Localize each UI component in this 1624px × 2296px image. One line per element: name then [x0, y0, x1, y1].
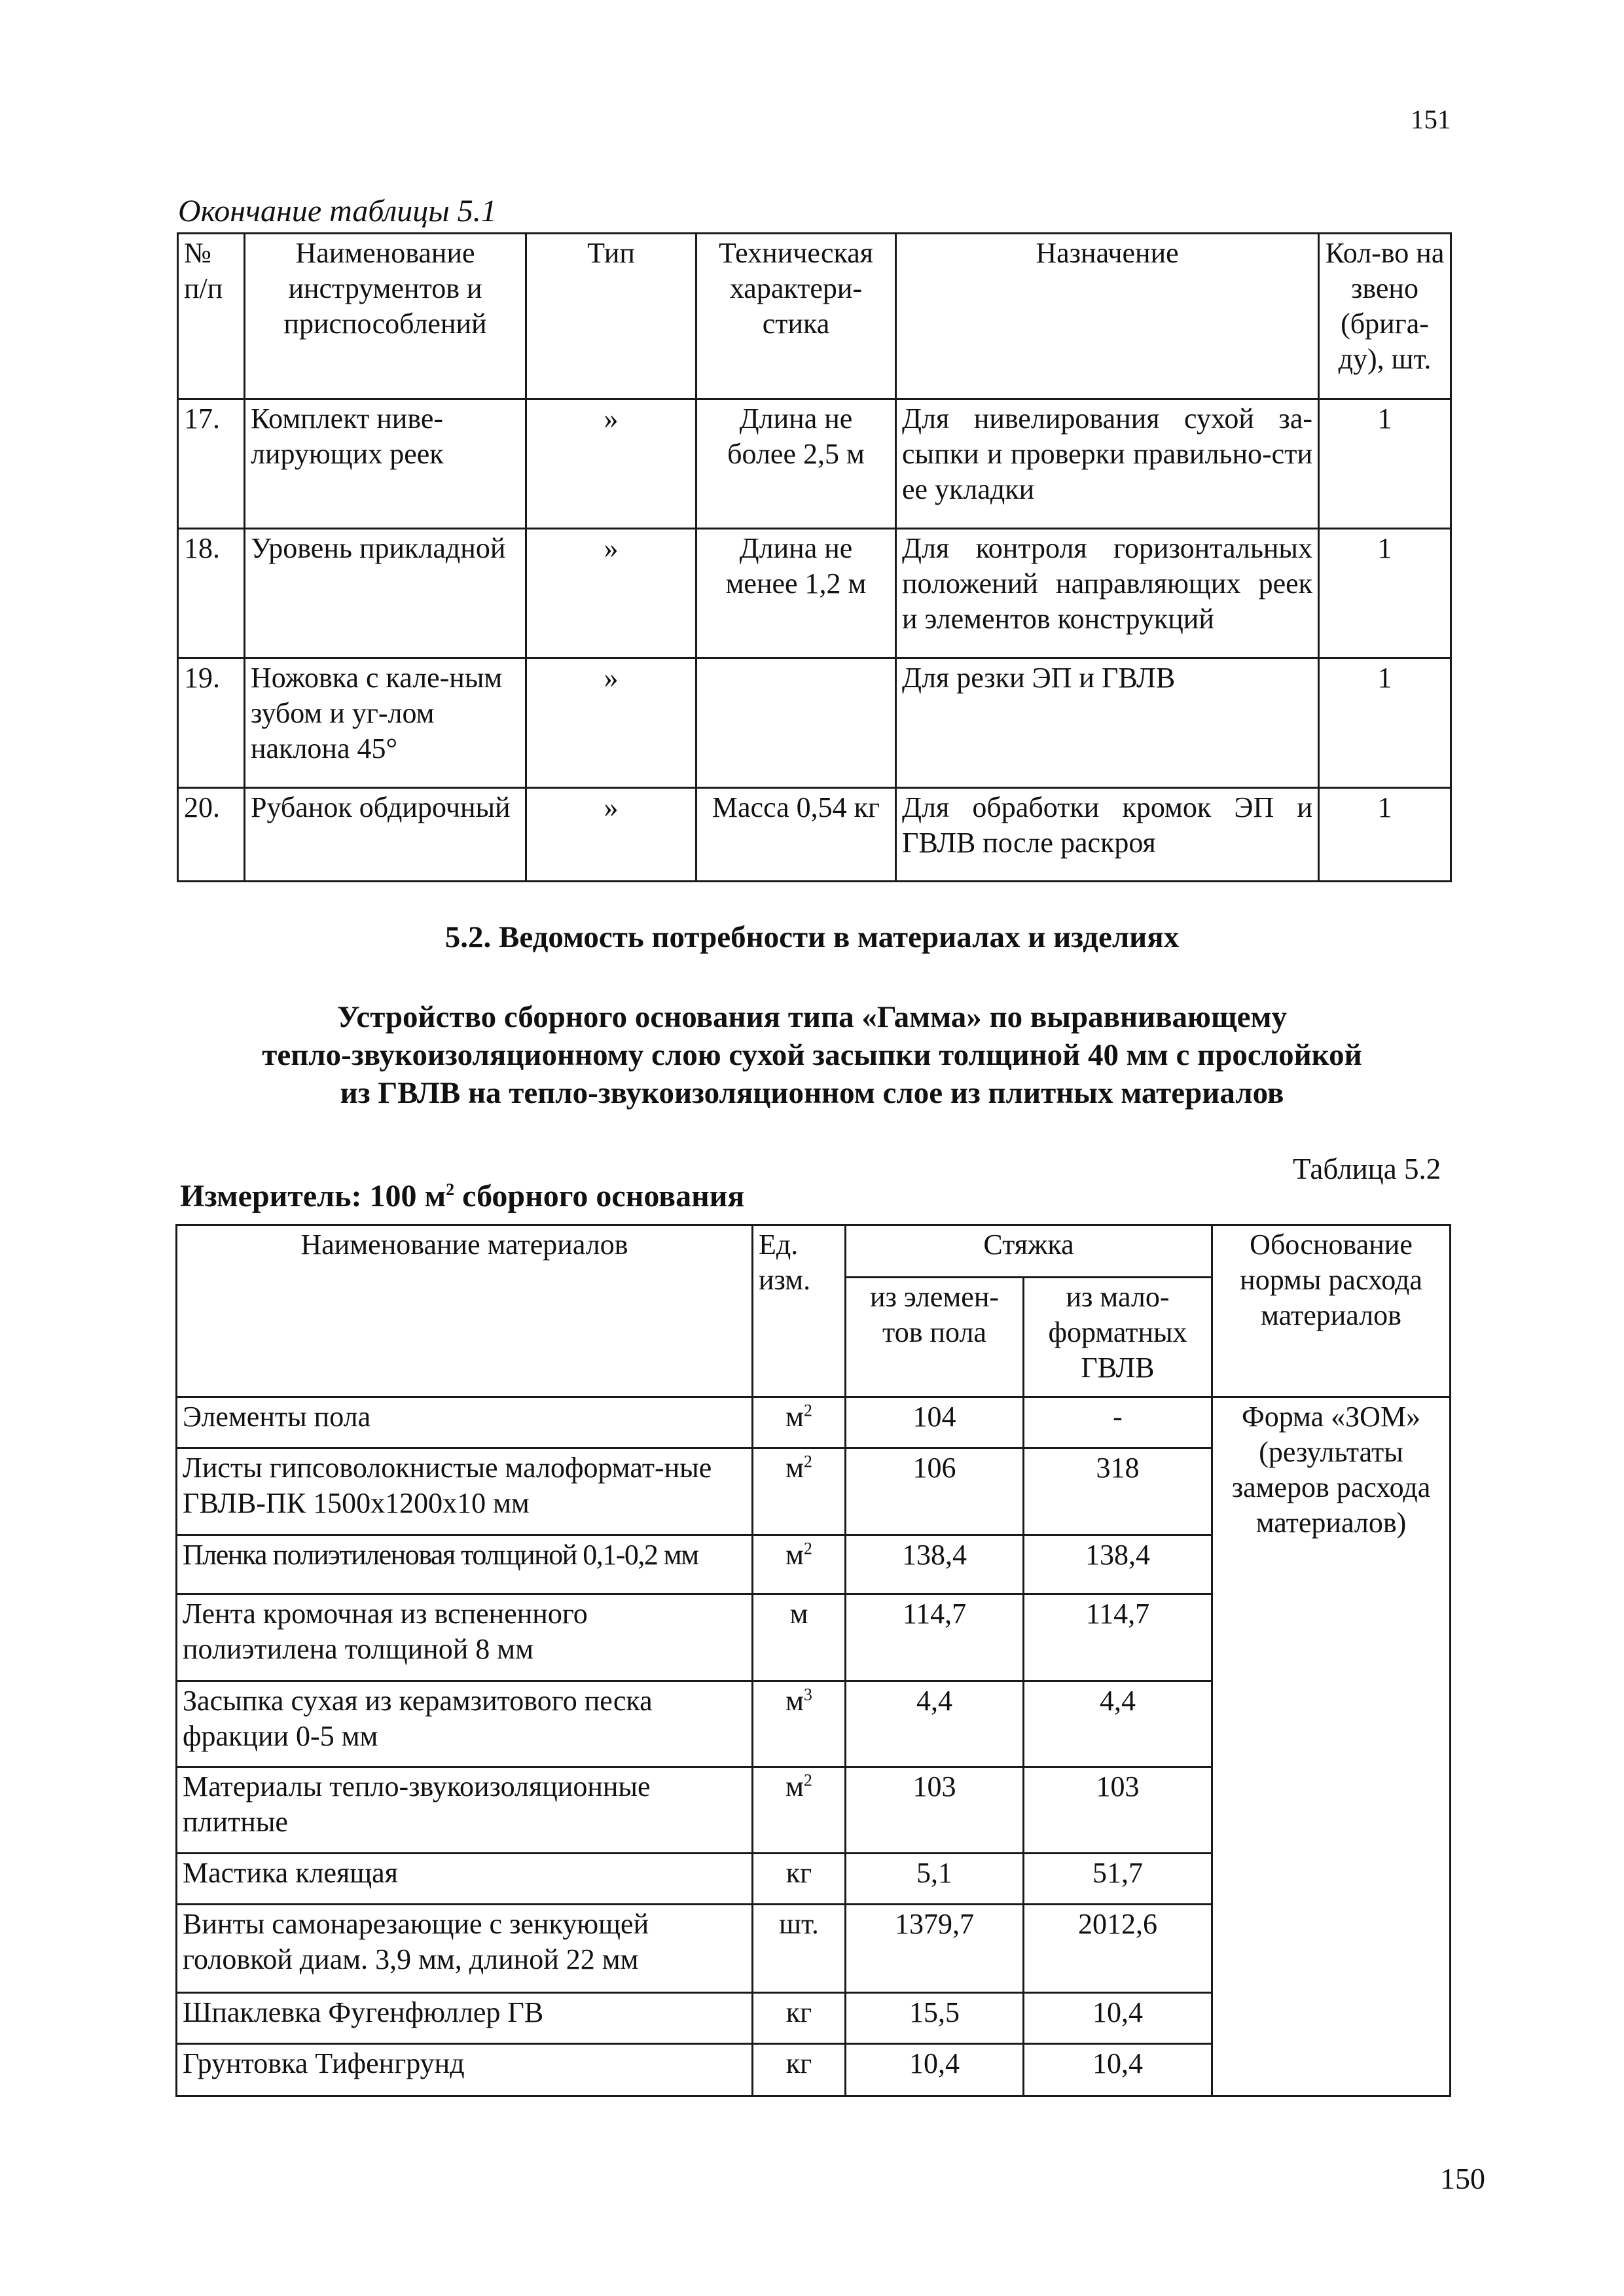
table1-caption: Окончание таблицы 5.1 [178, 194, 497, 228]
meter-sup: 2 [446, 1180, 455, 1199]
materials-table [175, 1224, 1451, 2097]
material-unit: $м^2$ [753, 1767, 846, 1854]
tool-spec: Длина не более 2,5 м [696, 399, 896, 529]
tools-table [177, 232, 1452, 882]
tool-spec: Масса 0,54 кг [696, 788, 896, 882]
page-number-bottom: 150 [1440, 2162, 1485, 2195]
value-gvlv: - [1024, 1397, 1212, 1448]
tool-type: » [526, 788, 696, 882]
value-gvlv: 138,4 [1024, 1535, 1212, 1594]
value-elements: 4,4 [846, 1681, 1024, 1767]
row-number: 19. [178, 658, 245, 788]
table-row [178, 529, 1451, 658]
value-gvlv: 114,7 [1024, 1594, 1212, 1681]
material-name: Винты самонарезающие с зенкующей головкой диам. 3,9 мм, длиной 22 мм [177, 1905, 753, 1993]
material-unit: кг [753, 1854, 846, 1905]
material-name: Мастика клеящая [177, 1854, 753, 1905]
basis-cell: Форма «ЗОМ» (результаты замеров расхода материалов) [1212, 1397, 1451, 2096]
row-number: 20. [178, 788, 245, 882]
value-gvlv: 10,4 [1024, 2044, 1212, 2096]
value-gvlv: 103 [1024, 1767, 1212, 1854]
material-name: Пленка полиэтиленовая толщиной 0,1-0,2 мм [177, 1535, 753, 1594]
material-unit: $м^2$ [753, 1397, 846, 1448]
value-gvlv: 10,4 [1024, 1993, 1212, 2044]
tool-name: Ножовка с кале-ным зубом и уг-лом наклона 45° [245, 658, 526, 788]
tool-spec [696, 658, 896, 788]
col-header-num: № п/п [178, 234, 245, 399]
material-name: Лента кромочная из вспененного полиэтилена толщиной 8 мм [177, 1594, 753, 1681]
value-elements: 104 [846, 1397, 1024, 1448]
value-elements: 10,4 [846, 2044, 1024, 2096]
material-unit: $м^3$ [753, 1681, 846, 1767]
block-title [0, 998, 1624, 1112]
block-title-line: Устройство сборного основания типа «Гамма» по выравнивающему [336, 1000, 1288, 1034]
value-gvlv: 2012,6 [1024, 1905, 1212, 1993]
section-title: 5.2. Ведомость потребности в материалах и изделиях [444, 920, 1180, 954]
material-name: Грунтовка Тифенгрунд [177, 2044, 753, 2096]
meter-line [180, 1178, 744, 1214]
table-label: Таблица 5.2 [1293, 1153, 1441, 1185]
table-row [178, 399, 1451, 529]
tool-purpose: Для контроля горизонтальных положений направляющих реек и элементов конструкций [896, 529, 1319, 658]
tool-purpose: Для нивелирования сухой за-сыпки и проверки правильно-сти ее укладки [896, 399, 1319, 529]
material-unit: $м^2$ [753, 1448, 846, 1535]
tool-purpose: Для резки ЭП и ГВЛВ [896, 658, 1319, 788]
header-screed: Стяжка [846, 1225, 1212, 1278]
value-elements: 15,5 [846, 1993, 1024, 2044]
material-unit: $м^2$ [753, 1535, 846, 1594]
tools-table-header [178, 234, 1451, 399]
block-title-line: тепло-звукоизоляционному слою сухой засыпки толщиной 40 мм с прослойкой [262, 1038, 1362, 1072]
tool-purpose: Для обработки кромок ЭП и ГВЛВ после раскроя [896, 788, 1319, 882]
tool-qty: 1 [1319, 788, 1451, 882]
table-row [178, 788, 1451, 882]
tool-type: » [526, 399, 696, 529]
tool-name: Уровень прикладной [245, 529, 526, 658]
value-elements: 103 [846, 1767, 1024, 1854]
col-header-qty: Кол-во на звено (брига-ду), шт. [1319, 234, 1451, 399]
header-unit: Ед. изм. [753, 1225, 846, 1397]
tool-qty: 1 [1319, 658, 1451, 788]
col-header-type: Тип [526, 234, 696, 399]
material-name: Листы гипсоволокнистые малоформат-ные ГВЛВ-ПК 1500х1200х10 мм [177, 1448, 753, 1535]
header-screed-elements: из элемен-тов пола [846, 1278, 1024, 1397]
tool-name: Рубанок обдирочный [245, 788, 526, 882]
material-unit: шт. [753, 1905, 846, 1993]
page-number-top: 151 [1411, 104, 1451, 134]
material-name: Засыпка сухая из керамзитового песка фракции 0-5 мм [177, 1681, 753, 1767]
value-gvlv: 51,7 [1024, 1854, 1212, 1905]
tool-spec: Длина не менее 1,2 м [696, 529, 896, 658]
material-unit: кг [753, 1993, 846, 2044]
value-gvlv: 4,4 [1024, 1681, 1212, 1767]
meter-prefix: Измеритель: 100 м [180, 1179, 446, 1213]
value-elements: 138,4 [846, 1535, 1024, 1594]
tool-qty: 1 [1319, 399, 1451, 529]
tool-qty: 1 [1319, 529, 1451, 658]
value-elements: 5,1 [846, 1854, 1024, 1905]
header-material-name: Наименование материалов [177, 1225, 753, 1397]
row-number: 18. [178, 529, 245, 658]
col-header-purpose: Назначение [896, 234, 1319, 399]
header-screed-gvlv: из мало-форматных ГВЛВ [1024, 1278, 1212, 1397]
table-row [178, 658, 1451, 788]
tool-type: » [526, 658, 696, 788]
material-name: Материалы тепло-звукоизоляционные плитные [177, 1767, 753, 1854]
material-name: Шпаклевка Фугенфюллер ГВ [177, 1993, 753, 2044]
value-elements: 106 [846, 1448, 1024, 1535]
material-unit: кг [753, 2044, 846, 2096]
block-title-line: из ГВЛВ на тепло-звукоизоляционном слое из плитных материалов [340, 1076, 1284, 1110]
material-unit: м [753, 1594, 846, 1681]
row-number: 17. [178, 399, 245, 529]
tool-name: Комплект ниве-лирующих реек [245, 399, 526, 529]
tool-type: » [526, 529, 696, 658]
value-elements: 114,7 [846, 1594, 1024, 1681]
value-elements: 1379,7 [846, 1905, 1024, 1993]
material-name: Элементы пола [177, 1397, 753, 1448]
table-row [177, 1397, 1451, 1448]
materials-header-row [177, 1225, 1451, 1278]
header-basis: Обоснование нормы расхода материалов [1212, 1225, 1451, 1397]
value-gvlv: 318 [1024, 1448, 1212, 1535]
col-header-name: Наименование инструментов и приспособлений [245, 234, 526, 399]
col-header-spec: Техническая характери-стика [696, 234, 896, 399]
meter-suffix: сборного основания [454, 1179, 745, 1213]
